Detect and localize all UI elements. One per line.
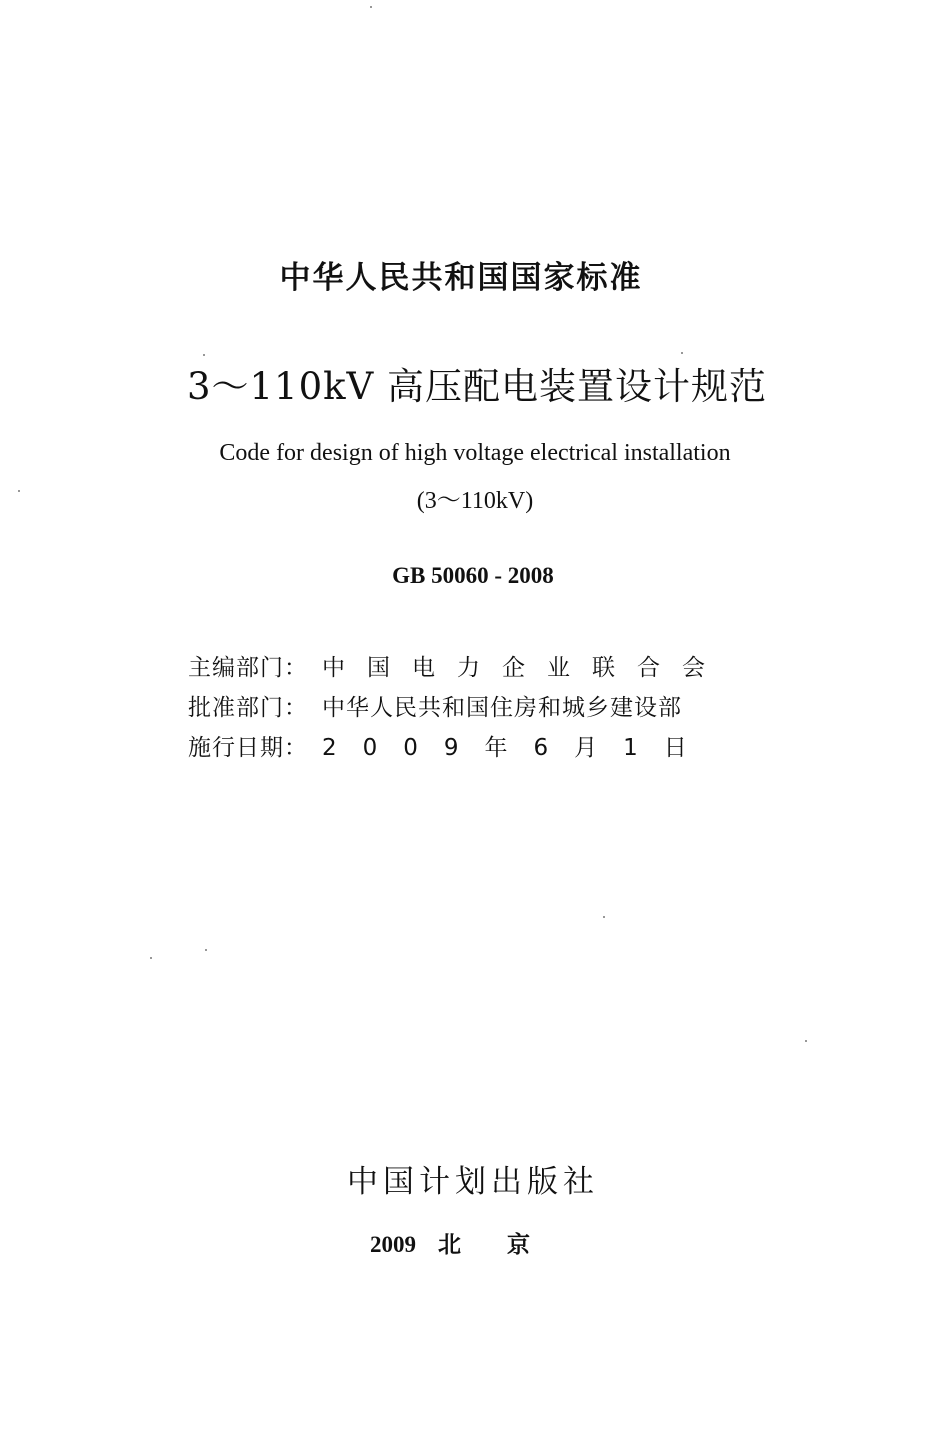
scan-speck [681, 352, 683, 354]
english-title: Code for design of high voltage electrical installation [219, 440, 731, 466]
approver-label: 批准部门： [188, 695, 308, 721]
effective-date-value: 2009年6月1日 [322, 735, 713, 761]
approver-row [188, 689, 748, 722]
scan-speck [205, 949, 207, 951]
standard-series-heading: 中华人民共和国国家标准 [279, 260, 643, 296]
scan-speck [18, 490, 20, 492]
scan-speck [370, 6, 372, 8]
editor-value: 中国电力企业联合会 [322, 655, 727, 681]
publisher-name: 中国计划出版社 [347, 1164, 599, 1200]
approver-value: 中华人民共和国住房和城乡建设部 [322, 695, 682, 721]
effective-date-label: 施行日期： [188, 735, 308, 761]
english-subtitle: (3～110kV) [416, 488, 534, 514]
publication-place: 北京 [438, 1232, 576, 1257]
scan-speck [603, 916, 605, 918]
document-title: 3～110kV 高压配电装置设计规范 [186, 365, 768, 408]
publication-line [0, 1226, 948, 1259]
standard-code: GB 50060 - 2008 [392, 563, 554, 588]
editor-row [188, 649, 748, 682]
publication-year: 2009 [370, 1232, 416, 1257]
scan-speck [805, 1040, 807, 1042]
scan-speck [150, 957, 152, 959]
scan-speck [203, 354, 205, 356]
effective-date-row [188, 729, 748, 762]
editor-label: 主编部门： [188, 655, 308, 681]
